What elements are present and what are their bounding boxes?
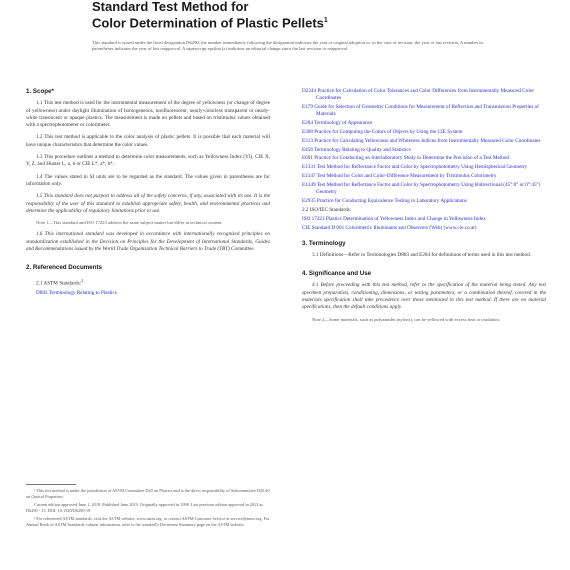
- ref-title[interactable]: Test Method for Reflectance Factor and Color by Spectrophotometry Using Hemispherical Geometry: [316, 164, 528, 171]
- ref-cie-d001[interactable]: [302, 225, 546, 232]
- ref-title[interactable]: Test Method for Reflectance Factor and Color by Spectrophotometry Using Bidirectional (45°:0° or 0°:45°) Geometry: [316, 181, 541, 196]
- left-column: [26, 88, 270, 299]
- ref-code[interactable]: E456: [302, 146, 315, 153]
- footnote-2: ² For referenced ASTM standards, visit the ASTM website, www.astm.org, or contact ASTM Customer Service at service@astm.org. For Annual Book of ASTM Standards volume information, refer to the standard's Document Summary page on the ASTM website.: [26, 516, 270, 527]
- ref-title[interactable]: Practice for Calculating Yellowness and Whiteness Indices from Instrumentally Measured Color Coordinates: [314, 137, 541, 144]
- ref-item[interactable]: [302, 173, 546, 180]
- paragraph-3-1: 3.1 Definitions—Refer to Terminologies D883 and E284 for definitions of terms used in this test method.: [312, 251, 531, 258]
- paragraph-1-4: 1.4 The values stated in SI units are to be regarded as the standard. The values given in parentheses are for information only.: [26, 173, 270, 187]
- ref-title[interactable]: Practice for Computing the Colors of Objects by Using the CIE System: [314, 128, 463, 135]
- paragraph-1-5: 1.5 This standard does not purport to address all of the safety concerns, if any, associated with its use. It is the responsibility of the user of this standard to establish appropriate safety, health, and environmental practices and determine the applicability of regulatory limitations prior to use.: [26, 193, 270, 214]
- iso-standards-label: 2.2 ISO/IEC Standards:: [302, 206, 352, 213]
- ref-title[interactable]: Terminology of Appearance: [314, 120, 373, 127]
- astm-standards-label-wrap: [36, 277, 270, 288]
- designation-notice: This standard is issued under the fixed designation D6290; the number immediately following the designation indicates the year of original adoption or, in the case of revision, the year of last revision. A number in parentheses indicates the year of last reapproval. A superscript epsilon (ε) indicates an editorial change since the last revision or reapproval.: [92, 40, 483, 51]
- footnotes: [26, 488, 270, 530]
- ref-item[interactable]: [302, 164, 546, 171]
- ref-code[interactable]: E2935: [302, 197, 317, 204]
- ref-item[interactable]: [302, 198, 546, 205]
- terminology-heading: 3. Terminology: [302, 239, 346, 247]
- ref-item[interactable]: [302, 138, 546, 145]
- ref-code[interactable]: E284: [302, 120, 315, 127]
- ref-title[interactable]: Practice for Calculation of Color Tolerances and Color Differences from Instrumentally Measured Color Coordinates: [316, 88, 535, 102]
- scope-heading: 1. Scope*: [26, 88, 54, 95]
- ref-item[interactable]: [302, 120, 546, 127]
- footnote-divider: [26, 484, 76, 485]
- paragraph-1-3: 1.3 This procedure outlines a method to determine color measurements, such as Yellowness Index (YI), CIE X, Y, Z, and Hunter L, a, b or CIE L*, a*, b*.: [26, 154, 270, 168]
- note-1: Note 1—This standard and ISO 17223 address the same subject matter but differ in technical content.: [36, 220, 223, 226]
- ref-item[interactable]: [302, 182, 546, 197]
- ref-code[interactable]: E1349: [302, 181, 317, 188]
- paragraph-4-1: 4.1 Before proceeding with this test method, refer to the specification of the material being tested. Any test specimen preparation, conditioning, dimensions, or testing parameters, or a combination thereof, covered in the materials specification shall take precedence over those mentioned in this test method. If there are no material specifications, then the default conditions apply.: [302, 282, 546, 311]
- title-line-2-wrap: [92, 14, 328, 30]
- ref-iso-title[interactable]: Plastics Determination of Yellowness Index and Change in Yellowness Index: [325, 215, 486, 222]
- ref-title[interactable]: Practice for Conducting Equivalence Testing in Laboratory Applications: [316, 197, 467, 204]
- ref-title[interactable]: Practice for Conducting an Interlaboratory Study to Determine the Precision of a Test Method: [314, 155, 509, 162]
- title-line-2: Color Determination of Plastic Pellets: [92, 15, 324, 31]
- ref-cie-title[interactable]: Colorimetric Illuminants and Observers (Web) (www.cie.co.at): [345, 224, 477, 231]
- ref-code[interactable]: E1347: [302, 172, 317, 179]
- footnote-1: ¹ This test method is under the jurisdiction of ASTM Committee D20 on Plastics and is the direct responsibility of Subcommittee D20.40 on Optical Properties.: [26, 488, 270, 499]
- ref-title[interactable]: Guide for Selection of Geometric Conditions for Measurement of Reflection and Transmission Properties of Materials: [314, 104, 539, 118]
- note-2: Note 2—Some materials, such as polyamides (nylons), can be yellowed with excess heat or oxidation.: [312, 316, 500, 322]
- astm-reference-list: [302, 88, 546, 205]
- ref-item[interactable]: [302, 129, 546, 136]
- astm-footnote-marker: 2: [81, 277, 84, 283]
- ref-item[interactable]: [302, 104, 546, 119]
- ref-title[interactable]: Test Method for Color and Color-Difference Measurement by Tristimulus Colorimetry: [316, 172, 497, 179]
- ref-d883[interactable]: [36, 290, 270, 297]
- title-footnote-marker: 1: [323, 17, 328, 24]
- paragraph-1-2: 1.2 This test method is applicable to the color analysis of plastic pellets. It is possible that each material will have unique characteristics that determine the color values.: [26, 134, 270, 148]
- referenced-documents-heading: 2. Referenced Documents: [26, 264, 102, 272]
- astm-standards-label: 2.1 ASTM Standards:: [36, 280, 82, 287]
- ref-item[interactable]: [302, 155, 546, 162]
- ref-title[interactable]: Terminology Relating to Quality and Statistics: [314, 146, 411, 153]
- ref-cie-code[interactable]: CIE Standard D 001: [302, 224, 345, 231]
- ref-code[interactable]: E179: [302, 104, 315, 111]
- footnote-1-edition: Current edition approved June 1, 2019. Published June 2019. Originally approved in 1998. Last previous edition approved in 2013 as D6290 - 13. DOI: 10.1520/D6290-19.: [26, 502, 264, 513]
- title-line-1: Standard Test Method for: [92, 0, 249, 14]
- ref-code[interactable]: E308: [302, 128, 315, 135]
- ref-item[interactable]: [302, 147, 546, 154]
- paragraph-1-1: 1.1 This test method is used for the instrumental measurement of the degree of yellowness (or change of degree of yellowness) under daylight illumination of homogeneous, nonfluorescent, nearly-colorless transparent or nearly-white translucent or opaque plastics. The measurement is made on pellets and based on tristimulus values obtained with a spectrophotometer or colorimeter.: [26, 100, 270, 129]
- ref-code[interactable]: E1331: [302, 164, 317, 171]
- ref-code[interactable]: E691: [302, 155, 315, 162]
- document-title: [92, 0, 328, 30]
- ref-d883-code[interactable]: D883: [36, 289, 48, 296]
- paragraph-1-6: 1.6 This international standard was developed in accordance with internationally recognized principles on standardization established in the Decision on Principles for the Development of International Standards, Guides and Recommendations issued by the World Trade Organization Technical Barriers to Trade (TBT) Committee.: [26, 231, 270, 253]
- significance-heading: 4. Significance and Use: [302, 270, 372, 278]
- ref-code[interactable]: D2244: [302, 88, 318, 94]
- ref-d883-title[interactable]: Terminology Relating to Plastics: [48, 289, 117, 296]
- ref-item[interactable]: [302, 88, 546, 103]
- ref-iso-code[interactable]: ISO 17223: [302, 215, 325, 222]
- ref-iso-17223[interactable]: [302, 216, 546, 223]
- right-column: [302, 88, 546, 328]
- ref-code[interactable]: E313: [302, 137, 315, 144]
